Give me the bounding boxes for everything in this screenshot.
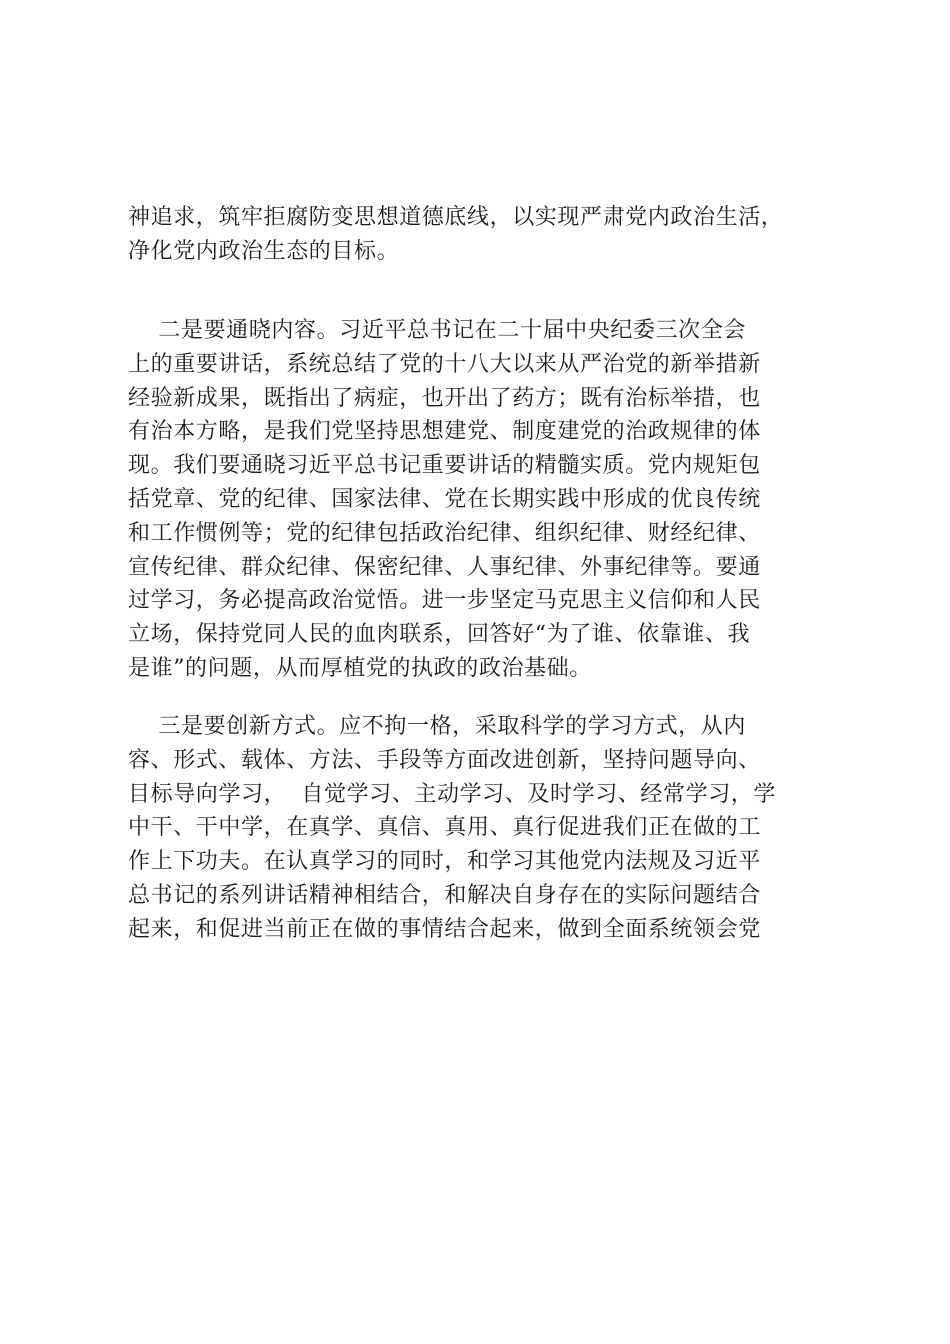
paragraph-continuation xyxy=(128,201,828,269)
text-line: 立场，保持党同人民的血肉联系，回答好“为了谁、依靠谁、我 xyxy=(128,622,751,648)
text-line: 容、形式、载体、方法、手段等方面改进创新，坚持问题导向、 xyxy=(128,747,761,773)
text-line: 作上下功夫。在认真学习的同时，和学习其他党内法规及习近平 xyxy=(128,849,761,875)
text-line: 起来，和促进当前正在做的事情结合起来，做到全面系统领会党 xyxy=(128,916,761,942)
text-line: 总书记的系列讲话精神相结合，和解决自身存在的实际问题结合 xyxy=(128,882,761,908)
text-line: 过学习，务必提高政治觉悟。进一步坚定马克思主义信仰和人民 xyxy=(128,588,761,614)
text-line: 是谁”的问题，从而厚植党的执政的政治基础。 xyxy=(128,655,592,681)
paragraph-understand-content xyxy=(128,314,828,686)
text-line: 二是要通晓内容。习近平总书记在二十届中央纪委三次全会 xyxy=(128,318,746,343)
text-line: 和工作惯例等；党的纪律包括政治纪律、组织纪律、财经纪律、 xyxy=(128,520,761,546)
text-line: 宣传纪律、群众纪律、保密纪律、人事纪律、外事纪律等。要通 xyxy=(128,554,761,580)
paragraph-innovate-methods xyxy=(128,710,828,947)
text-line: 上的重要讲话，系统总结了党的十八大以来从严治党的新举措新 xyxy=(128,351,761,377)
text-line: 经验新成果，既指出了病症，也开出了药方；既有治标举措，也 xyxy=(128,385,761,411)
text-line: 目标导向学习， 自觉学习、主动学习、及时学习、经常学习，学 xyxy=(128,781,776,807)
text-line: 有治本方略，是我们党坚持思想建党、制度建党的治政规律的体 xyxy=(128,419,761,445)
text-line: 神追求，筑牢拒腐防变思想道德底线，以实现严肃党内政治生活， xyxy=(128,205,784,230)
text-line: 三是要创新方式。应不拘一格，采取科学的学习方式，从内 xyxy=(128,714,746,739)
text-line: 净化党内政治生态的目标。 xyxy=(128,238,400,264)
text-line: 中干、干中学，在真学、真信、真用、真行促进我们正在做的工 xyxy=(128,815,761,841)
text-line: 现。我们要通晓习近平总书记重要讲话的精髓实质。党内规矩包 xyxy=(128,453,761,479)
text-line: 括党章、党的纪律、国家法律、党在长期实践中形成的优良传统 xyxy=(128,486,761,512)
